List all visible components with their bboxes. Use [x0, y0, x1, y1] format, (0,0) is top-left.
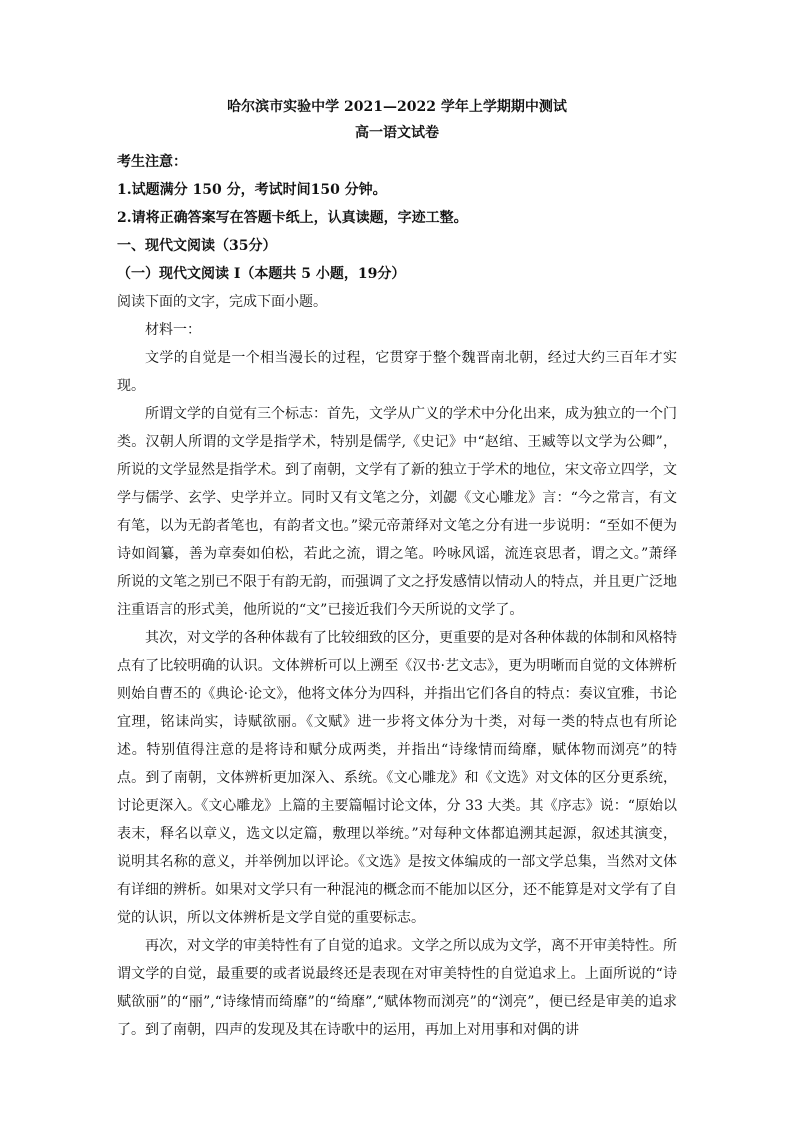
section-instruction: 阅读下面的文字，完成下面小题。 — [117, 294, 327, 310]
exam-subtitle: 高一语文试卷 — [355, 125, 439, 141]
paragraph-2: 所谓文学的自觉有三个标志：首先，文学从广义的学术中分化出来，成为独立的一个门类。汉朝人所谓的文学是指学术，特别是儒学,《史记》中“赵绾、王臧等以文学为公卿”，所说的文学显然是指学术。到了南朝，文学有了新的独立于学术的地位，宋文帝立四学，文学与儒学、玄学、史学并立。同时又有文笔之分，刘勰《文心雕龙》言：“今之常言，有文有笔，以为无韵者笔也，有韵者文也。”梁元帝萧绎对文笔之分有进一步说明：“至如不便为诗如阎纂，善为章奏如伯松，若此之流，谓之笔。吟咏风谣，流连哀思者，谓之文。”萧绎所说的文笔之别已不限于有韵无韵，而强调了文之抒发感情以情动人的特点，并且更广泛地注重语言的形式美，他所说的“文”已接近我们今天所说的文学了。 — [117, 406, 677, 618]
paragraph-3: 其次，对文学的各种体裁有了比较细致的区分，更重要的是对各种体裁的体制和风格特点有了比较明确的认识。文体辨析可以上溯至《汉书·艺文志》，更为明晰而自觉的文体辨析则始自曹丕的《典论·论文》，他将文体分为四科，并指出它们各自的特点：奏议宜雅，书论宜理，铭诔尚实，诗赋欲丽。《文赋》进一步将文体分为十类，对每一类的特点也有所论述。特别值得注意的是将诗和赋分成两类，并指出“诗缘情而绮靡，赋体物而浏亮”的特点。到了南朝，文体辨析更加深入、系统。《文心雕龙》和《文选》对文体的区分更系统，讨论更深入。《文心雕龙》上篇的主要篇幅讨论文体，分 33 大类。其《序志》说：“原始以表末，释名以章义，选文以定篇，敷理以举统。”对每种文体都追溯其起源，叙述其演变，说明其名称的意义，并举例加以评论。《文选》是按文体编成的一部文学总集，当然对文体有详细的辨析。如果对文学只有一种混沌的概念而不能加以区分，还不能算是对文学有了自觉的认识，所以文体辨析是文学自觉的重要标志。 — [117, 630, 677, 926]
section-heading: 一、现代文阅读（35分） — [117, 238, 277, 254]
notice-item-1: 1.试题满分 150 分，考试时间150 分钟。 — [117, 182, 387, 198]
section-sub-heading: （一）现代文阅读 I（本题共 5 小题，19分） — [117, 266, 406, 282]
notice-item-2: 2.请将正确答案写在答题卡纸上，认真读题，字迹工整。 — [117, 210, 468, 226]
paragraph-1: 文学的自觉是一个相当漫长的过程，它贯穿于整个魏晋南北朝，经过大约三百年才实现。 — [117, 350, 677, 394]
exam-title: 哈尔滨市实验中学 2021—2022 学年上学期期中测试 — [227, 99, 567, 115]
notice-heading: 考生注意： — [117, 154, 187, 170]
paragraph-4: 再次，对文学的审美特性有了自觉的追求。文学之所以成为文学，离不开审美特性。所谓文学的自觉，最重要的或者说最终还是表现在对审美特性的自觉追求上。上面所说的“诗赋欲丽”的“丽”,“诗缘情而绮靡”的“绮靡”,“赋体物而浏亮”的“浏亮”，便已经是审美的追求了。到了南朝，四声的发现及其在诗歌中的运用，再加上对用事和对偶的讲 — [117, 938, 677, 1038]
material-label: 材料一： — [145, 322, 201, 338]
